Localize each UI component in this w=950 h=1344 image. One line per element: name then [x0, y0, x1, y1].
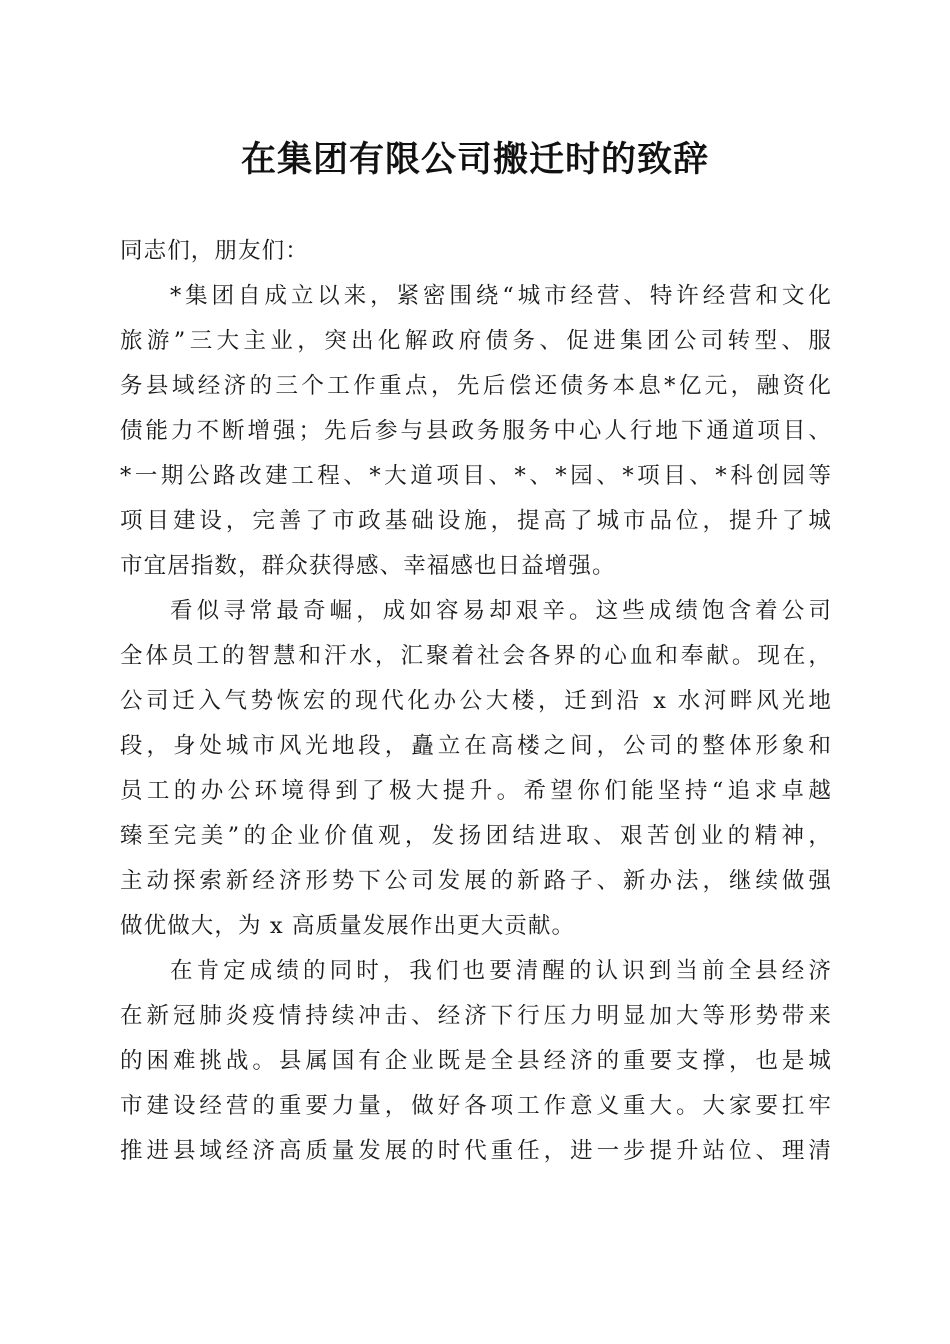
paragraph-2-line-2: 全体员工的智慧和汗水，汇聚着社会各界的心血和奉献。现在，	[120, 643, 832, 669]
paragraph-2-line-7: 主动探索新经济形势下公司发展的新路子、新办法，继续做强	[120, 868, 832, 894]
paragraph-2-line-5: 员工的办公环境得到了极大提升。希望你们能坚持“追求卓越	[120, 778, 832, 804]
paragraph-2-line-8: 做优做大，为 x 高质量发展作出更大贡献。	[120, 913, 576, 939]
paragraph-3-line-3: 的困难挑战。县属国有企业既是全县经济的重要支撑，也是城	[120, 1048, 832, 1074]
paragraph-1-line-7: 市宜居指数，群众获得感、幸福感也日益增强。	[120, 553, 616, 579]
paragraph-3-line-4: 市建设经营的重要力量，做好各项工作意义重大。大家要扛牢	[120, 1093, 832, 1119]
paragraph-2-line-4: 段，身处城市风光地段，矗立在高楼之间，公司的整体形象和	[120, 733, 832, 759]
document-title: 在集团有限公司搬迁时的致辞	[240, 139, 709, 180]
paragraph-2-line-3: 公司迁入气势恢宏的现代化办公大楼，迁到沿 x 水河畔风光地	[120, 688, 832, 714]
paragraph-1-line-6: 项目建设，完善了市政基础设施，提高了城市品位，提升了城	[120, 508, 832, 534]
salutation: 同志们，朋友们：	[120, 238, 309, 264]
paragraph-3-line-2: 在新冠肺炎疫情持续冲击、经济下行压力明显加大等形势带来	[120, 1003, 832, 1029]
paragraph-2-line-1: 看似寻常最奇崛，成如容易却艰辛。这些成绩饱含着公司	[170, 598, 832, 624]
paragraph-1-line-1: *集团自成立以来，紧密围绕“城市经营、特许经营和文化	[170, 283, 832, 309]
paragraph-1-line-2: 旅游”三大主业，突出化解政府债务、促进集团公司转型、服	[120, 328, 832, 354]
paragraph-1-line-3: 务县域经济的三个工作重点，先后偿还债务本息*亿元，融资化	[120, 373, 832, 399]
paragraph-3-line-5: 推进县域经济高质量发展的时代重任，进一步提升站位、理清	[120, 1138, 832, 1164]
paragraph-1-line-4: 债能力不断增强；先后参与县政务服务中心人行地下通道项目、	[120, 418, 832, 444]
document-body	[120, 229, 832, 1174]
paragraph-3-line-1: 在肯定成绩的同时，我们也要清醒的认识到当前全县经济	[170, 958, 832, 984]
paragraph-2-line-6: 臻至完美”的企业价值观，发扬团结进取、艰苦创业的精神，	[120, 823, 832, 849]
paragraph-1-line-5: *一期公路改建工程、*大道项目、*、*园、*项目、*科创园等	[120, 463, 832, 489]
